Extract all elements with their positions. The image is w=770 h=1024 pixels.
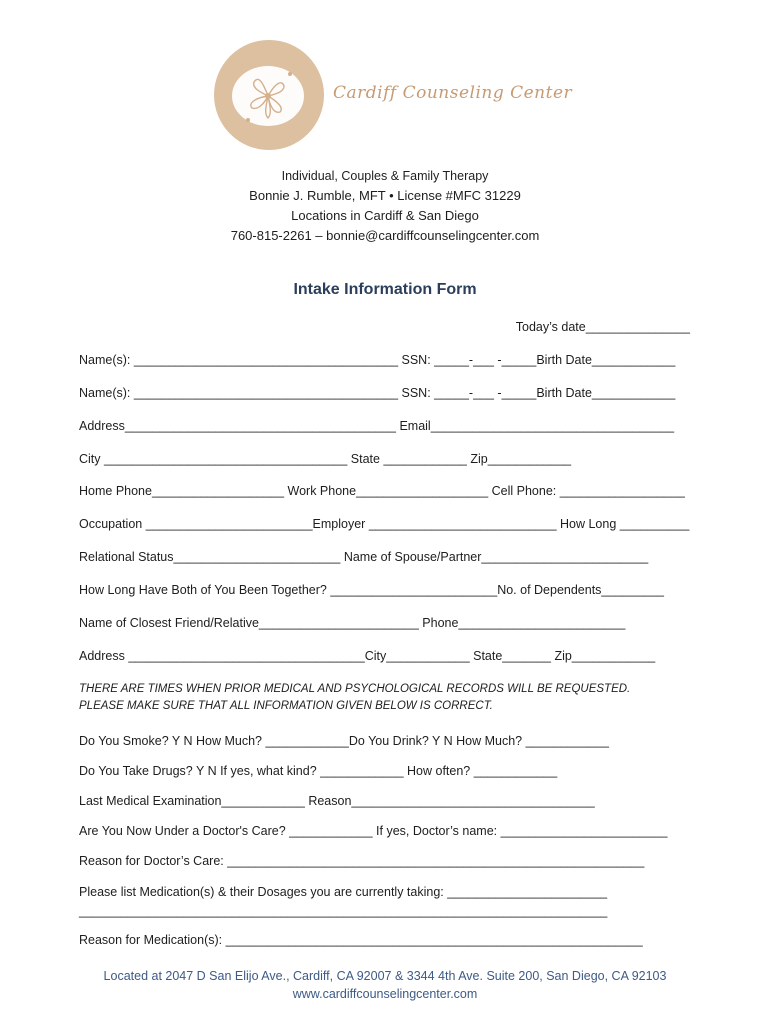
locations-line: Locations in Cardiff & San Diego xyxy=(291,208,479,223)
practice-header xyxy=(0,166,770,246)
contact-line: 760-815-2261 – bonnie@cardiffcounselingcenter.com xyxy=(230,228,540,243)
page-footer xyxy=(0,967,770,1003)
therapist-line: Bonnie J. Rumble, MFT • License #MFC 31229 xyxy=(249,188,521,203)
doctor-care-reason-line[interactable]: Reason for Doctor’s Care: ____________________________________________________________ xyxy=(79,854,645,868)
city-state-zip-line[interactable]: City ___________________________________ State ____________ Zip____________ xyxy=(79,452,572,466)
footer-address: Located at 2047 D San Elijo Ave., Cardiff, CA 92007 & 3344 4th Ave. Suite 200, San Diego, CA 92103 xyxy=(103,969,667,983)
smoke-drink-line[interactable]: Do You Smoke? Y N How Much? ____________Do You Drink? Y N How Much? ____________ xyxy=(79,734,610,748)
medications-line[interactable]: Please list Medication(s) & their Dosages you are currently taking: _______________________ xyxy=(79,885,608,899)
doctor-care-line[interactable]: Are You Now Under a Doctor's Care? ____________ If yes, Doctor’s name: ________________________ xyxy=(79,824,668,838)
address-email-line[interactable]: Address_______________________________________ Email___________________________________ xyxy=(79,419,675,433)
brand-name: Cardiff Counseling Center xyxy=(333,83,573,103)
occupation-employer-line[interactable]: Occupation ________________________Employer ___________________________ How Long __________ xyxy=(79,517,690,531)
medical-exam-line[interactable]: Last Medical Examination____________ Reason___________________________________ xyxy=(79,794,595,808)
records-notice-line-2: PLEASE MAKE SURE THAT ALL INFORMATION GIVEN BELOW IS CORRECT. xyxy=(79,700,493,712)
records-notice xyxy=(79,681,630,715)
relative-address-line[interactable]: Address __________________________________City____________ State_______ Zip____________ xyxy=(79,649,656,663)
closest-relative-line[interactable]: Name of Closest Friend/Relative_______________________ Phone________________________ xyxy=(79,616,626,630)
relational-status-line[interactable]: Relational Status________________________ Name of Spouse/Partner________________________ xyxy=(79,550,649,564)
name-ssn-birthdate-line-1[interactable]: Name(s): ______________________________________ SSN: _____-___ -_____Birth Date____________ xyxy=(79,353,676,367)
practice-subtitle: Individual, Couples & Family Therapy xyxy=(281,169,489,183)
phone-numbers-line[interactable]: Home Phone___________________ Work Phone___________________ Cell Phone: __________________ xyxy=(79,484,685,498)
drugs-line[interactable]: Do You Take Drugs? Y N If yes, what kind? ____________ How often? ____________ xyxy=(79,764,558,778)
medication-reason-line[interactable]: Reason for Medication(s): ____________________________________________________________ xyxy=(79,933,643,947)
todays-date-field[interactable]: Today’s date_______________ xyxy=(515,320,690,334)
sand-dollar-logo-icon xyxy=(214,40,324,150)
form-title: Intake Information Form xyxy=(293,281,477,298)
name-ssn-birthdate-line-2[interactable]: Name(s): ______________________________________ SSN: _____-___ -_____Birth Date____________ xyxy=(79,386,676,400)
medications-continuation-line[interactable]: ____________________________________________________________________________ xyxy=(79,904,608,918)
footer-website-link[interactable]: www.cardiffcounselingcenter.com xyxy=(292,987,478,1001)
records-notice-line-1: THERE ARE TIMES WHEN PRIOR MEDICAL AND PSYCHOLOGICAL RECORDS WILL BE REQUESTED. xyxy=(79,683,631,695)
relationship-length-dependents-line[interactable]: How Long Have Both of You Been Together? ________________________No. of Dependents_________ xyxy=(79,583,664,597)
